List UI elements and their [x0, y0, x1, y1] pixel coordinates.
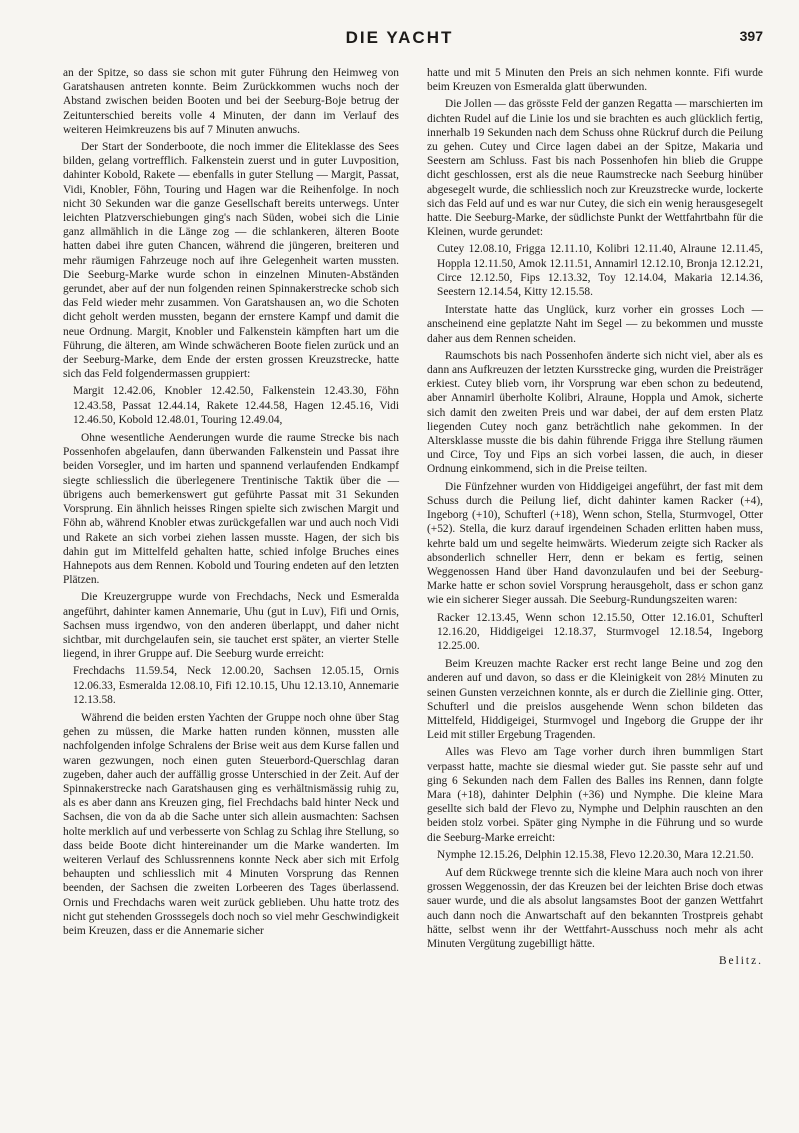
paragraph: Während die beiden ersten Yachten der Gruppe noch ohne über Stag gehen zu müssen, die Marke hatten runden können, mussten alle nachfolgenden infolge Schralens der Brise weit aus dem Kurse fallen und waren gezwungen, noch einen guten Steuerbord-Querschlag daran zugeben, daher auch der auffällig grosse Unterschied in der Zeit. Auf der Spinnakerstrecke nach Garatshausen ging es verhältnismässig ruhig zu, als es aber dann ans Kreuzen ging, fiel Frechdachs bald hinter Neck und Sachsen, die von da ab die Sache unter sich allein ausmachten: Sachsen holte merklich auf und verbesserte von Schlag zu Schlag ihre Stellung, so dass beide Boote dicht hintereinander um die Marke wanderten. Im weiteren Verlauf des Schlussrennens konnte Neck aber sich mit Erfolg behaupten und schliesslich mit 4 Minuten Vorsprung das Rennen beenden, der Sachsen die zweiten Lorbeeren des Tages überlassend. Ornis und Frechdachs waren weit zurück geblieben. Uhu hatte trotz des nicht gut stehenden Grosssegels doch noch so viel mehr Geschwindigkeit beim Kreuzen, dass er die Annemarie sicher	[63, 711, 399, 937]
paragraph: Interstate hatte das Unglück, kurz vorher ein grosses Loch — anscheinend eine geplatzte Naht im Segel — zu bekommen und musste daher aus dem Rennen scheiden.	[427, 304, 763, 345]
results-list: Racker 12.13.45, Wenn schon 12.15.50, Otter 12.16.01, Schufterl 12.16.20, Hiddigeigei 12.18.37, Sturmvogel 12.18.54, Ingeborg 12.25.00.	[437, 611, 763, 652]
paragraph: Die Kreuzergruppe wurde von Frechdachs, Neck und Esmeralda angeführt, dahinter kamen Annemarie, Uhu (gut in Luv), Fifi und Ornis, Sachsen muss irgendwo, von den anderen überlappt, und daher nicht sichtbar, mit durchgelaufen sein, sie tauchet erst später, an vierter Stelle liegend, in ihrer Gruppe auf. Die Seeburg wurde erreicht:	[63, 591, 399, 661]
author-signature: Belitz.	[718, 955, 763, 968]
paragraph: Der Start der Sonderboote, die noch immer die Eliteklasse des Sees bilden, gelang vortrefflich. Falkenstein zuerst und in guter Luvposition, dahinter Kobold, Rakete — ebenfalls in guter Stellung — Margit, Passat, Vidi, Knobler, Föhn, Touring und Hagen war die Reihenfolge. In noch nicht 30 Sekunden war die ganze Gesellschaft bereits unterwegs. Unter leichten Platzverschiebungen ging's nach Süden, wobei sich die Linie ganz allmählich in die Länge zog — die schlankeren, älteren Boote hatten dabei ihre guten Chancen, während die jüngeren, breiteren und mehr räumigen Fahrzeuge noch auf ihre Gelegenheit warten mussten. Die Seeburg-Marke wurde schon in einzelnen Minuten-Abständen gerundet, aber auf der nun folgenden reinen Spinnakerstrecke schob sich das Feld wieder mehr zusammen. Von Garatshausen an, wo die Schoten dicht geholt werden mussten, begann der ernstere Kampf und damit die neue Ordnung. Margit, Knobler und Falkenstein kämpften hart um die Führung, die älteren, am Winde schwächeren Boote fielen zurück und an der Seeburg-Marke, dem Ende der ersten grossen Kreuzstrecke, hatte sich das Feld folgendermassen gruppiert:	[63, 141, 399, 381]
results-list: Nymphe 12.15.26, Delphin 12.15.38, Flevo 12.20.30, Mara 12.21.50.	[437, 848, 754, 861]
results-list: Cutey 12.08.10, Frigga 12.11.10, Kolibri 12.11.40, Alraune 12.11.45, Hoppla 12.11.50, Amok 12.11.51, Annamirl 12.12.10, Bronja 12.12.21, Circe 12.12.50, Fips 12.13.32, Toy 12.14.04, Makaria 12.14.36, Seestern 12.14.54, Kitty 12.15.58.	[437, 243, 763, 299]
page-header	[0, 28, 799, 50]
paragraph: Die Jollen — das grösste Feld der ganzen Regatta — marschierten im dichten Rudel auf die Linie los und sie brachten es auch glücklich fertig, innerhalb 19 Sekunden nach dem Schuss ohne Rückruf durch die Peilung zu gehen. Cutey und Circe lagen dabei an der Spitze, Makaria und Seestern am Schluss. Fast bis nach Possenhofen hin blieb die Gruppe dicht geschlossen, erst als die neue Raumstrecke nach Seeburg hinüber abgesegelt wurde, die schliesslich noch zur Kreuzstrecke wurde, lockerte sich das Feld auf und es war nur Cutey, die sich ein wenig herausgesegelt hatte. Die Seeburg-Marke, der südlichste Punkt der Wettfahrtbahn für die Kleinen, wurde gerundet:	[427, 98, 763, 239]
paragraph: Alles was Flevo am Tage vorher durch ihren bummligen Start verpasst hatte, machte sie diesmal wieder gut. Sie passte sehr auf und ging 6 Sekunden nach dem Fallen des Balles ins Rennen, dann folgte Mara (+18), dahinter Delphin (+36) und Nymphe. Die kleine Mara gesellte sich bald der Flevo zu, Nymphe und Delphin rauschten an den beiden stolz vorbei. Später ging Nymphe in die Führung und so wurde die Seeburg-Marke erreicht:	[427, 746, 763, 844]
paragraph: Die Fünfzehner wurden von Hiddigeigei angeführt, der fast mit dem Schuss durch die Peilung lief, dicht dahinter kamen Racker (+4), Ingeborg (+10), Schufterl (+18), Wenn schon, Stella, Sturmvogel, Otter (+52). Stella, die kurz darauf irgendeinen Schaden erlitten haben muss, kehrte bald um und segelte heimwärts. Wiederum zeigte sich Racker als absonderlich schneller Herr, denn er bekam es fertig, seinen Weggenossen Hand über Hand davonzulaufen und bei der Seeburg-Marke hatte er schon soviel Vorsprung herausgeholt, dass er schon ganz wie ein sicherer Sieger aussah. Die Seeburg-Rundungszeiten waren:	[427, 480, 763, 607]
paragraph: Ohne wesentliche Aenderungen wurde die raume Strecke bis nach Possenhofen abgelaufen, dann überwanden Falkenstein und Passat ihre beiden Vorsegler, und im harten und spannend verlaufenden Endkampf siegte schliesslich die überlegenere Trentinische Taktik über die — übrigens auch bemerkenswert gut geführte Passat mit 31 Sekunden Vorsprung. Ein ähnlich heisses Ringen spielte sich zwischen Margit und Föhn ab, während Knobler etwas zurückgefallen war und auch noch Vidi und Rakete an sich vorbei ziehen lassen musste. Hagen, der sich bis dahin gut im Mittelfeld gehalten hatte, schied infolge Bruches eines Hahnepots aus dem Rennen. Kobold und Touring endeten auf den letzten Plätzen.	[63, 432, 399, 587]
results-list: Frechdachs 11.59.54, Neck 12.00.20, Sachsen 12.05.15, Ornis 12.06.33, Esmeralda 12.08.10, Fifi 12.10.15, Uhu 12.13.10, Annemarie 12.13.58.	[73, 665, 399, 706]
page-number: 397	[739, 28, 763, 44]
paragraph: hatte und mit 5 Minuten den Preis an sich nehmen konnte. Fifi wurde beim Kreuzen von Esmeralda glatt überwunden.	[427, 67, 763, 94]
running-title: DIE YACHT	[345, 28, 454, 47]
paragraph: an der Spitze, so dass sie schon mit guter Führung den Heimweg von Garatshausen antreten konnte. Beim Zurückkommen wuchs noch der Abstand zwischen beiden Booten und bei der Seeburg-Boje betrug der Zeitunterschied bereits volle 4 Minuten, der dann im Verlauf des weiteren Heimkreuzens bis auf 7 Minuten anwuchs.	[63, 67, 399, 136]
left-column	[63, 66, 399, 941]
paragraph: Auf dem Rückwege trennte sich die kleine Mara auch noch von ihrer grossen Weggenossin, der das Kreuzen bei der leichten Brise doch etwas sauer wurde, und die als absolut langsamstes Boot der ganzen Wettfahrt auch dann noch die Anwartschaft auf den bekannten Trostpreis gehabt hätte, selbst wenn ihr der Wettfahrt-Ausschuss noch mehr als acht Minuten Vergütung zugebilligt hätte.	[427, 866, 763, 950]
right-column	[427, 66, 763, 971]
results-list: Margit 12.42.06, Knobler 12.42.50, Falkenstein 12.43.30, Föhn 12.43.58, Passat 12.44.14, Rakete 12.44.58, Hagen 12.45.16, Vidi 12.46.50, Kobold 12.48.01, Touring 12.49.04,	[73, 385, 399, 426]
paragraph: Beim Kreuzen machte Racker erst recht lange Beine und zog den anderen auf und davon, so dass er die Kleinigkeit von 28½ Minuten zu seinen Gunsten verzeichnen konnte, als er durch die Ziellinie ging. Otter, Schufterl und die preislos ausgehende Wenn schon bildeten das Mittelfeld, Hiddigeigei, Sturmvogel und Ingeborg die Gruppe der ihr Leid mit stiller Ergebung Tragenden.	[427, 658, 763, 742]
paragraph: Raumschots bis nach Possenhofen änderte sich nicht viel, aber als es dann ans Aufkreuzen der letzten Kursstrecke ging, wurden die Preisträger erkiest. Cutey blieb vorn, ihr Vorsprung war eben schon zu bedeutend, aber Annamirl überholte Kolibri, Alraune, Hoppla und Amok, sicherte sich damit den zweiten Preis und war dabei, der auf dem ersten Platz liegenden Cutey noch ganz beträchtlich nahe gekommen. In der Altersklasse musste die bis dahin führende Frigga ihre Stellung räumen und Circe, Toy und Fips an sich vorbei lassen, die auch, in dieser Ordnung einkommend, sich in die Preise teilten.	[427, 349, 763, 476]
